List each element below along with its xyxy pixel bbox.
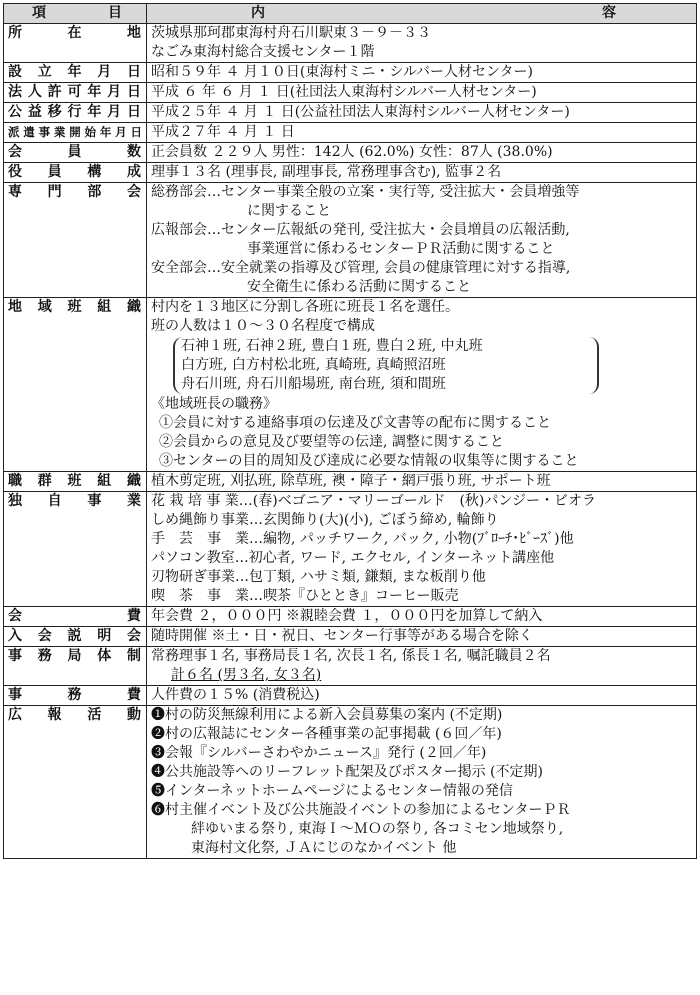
row-pr [4,706,697,859]
row-label: 設立年月日 [4,63,147,83]
row-own-business [4,492,697,607]
committee-line: 事業運営に係わるセンターＰＲ活動に関すること [247,241,555,257]
committee-line: 広報部会…センター広報紙の発刊, 受注拡大・会員増員の広報活動, [151,222,570,238]
row-corp-permit [4,83,697,103]
business-line: 手 芸 事 業…編物, パッチワーク, バック, 小物(ﾌﾞﾛｰﾁ･ﾋﾞｰｽﾞ)他 [151,531,574,547]
header-item-char-1: 項 [32,5,46,21]
row-label: 独自事業 [4,492,147,607]
row-value: 正会員数 ２２９人 男性：142人 (62.0%) 女性：87人 (38.0%) [147,143,697,163]
row-value: 年会費 ２，０００円 ※親睦会費 １，０００円を加算して納入 [147,607,697,627]
business-line: パソコン教室…初心者, ワード, エクセル, インターネット講座他 [151,550,555,566]
row-value: 平成 ６ 年 ６ 月 １ 日(社団法人東海村シルバー人材センター) [147,83,697,103]
business-line: しめ縄飾り事業…玄関飾り(大)(小), ごぼう締め, 輪飾り [151,512,499,528]
header-item [4,4,147,24]
row-value: 平成２７年 ４ 月 １ 日 [147,123,697,143]
committee-line: 安全部会…安全就業の指導及び管理, 会員の健康管理に対する指導, [151,260,571,276]
pr-item-sub: 絆ゆいまる祭り, 東海Ｉ～ＭＯの祭り, 各コミセン地域祭り, [191,821,564,837]
row-value: 平成２５年 ４ 月 １ 日(公益社団法人東海村シルバー人材センター) [147,103,697,123]
business-line: 花 栽 培 事 業…(春)ベゴニア・マリーゴールド (秋)パンジー・ビオラ [151,493,597,509]
row-committees [4,183,697,298]
row-value: 理事１３名 (理事長, 副理事長, 常務理事含む), 監事２名 [147,163,697,183]
row-label: 事務局体制 [4,647,147,686]
row-fee [4,607,697,627]
organization-info-table [3,3,697,859]
business-line: 喫 茶 事 業…喫茶『ひととき』コーヒー販売 [151,588,459,604]
district-duty: ①会員に対する連絡事項の伝達及び文書等の配布に関すること [159,415,551,431]
row-value: 植木剪定班, 刈払班, 除草班, 襖・障子・網戸張り班, サポート班 [147,472,697,492]
district-duties-title: 《地域班長の職務》 [151,396,277,412]
table-header-row [4,4,697,24]
header-item-char-2: 目 [108,5,122,21]
row-label: 専門部会 [4,183,147,298]
district-duty: ②会員からの意見及び要望等の伝達, 調整に関すること [159,434,504,450]
pr-item: ❶村の防災無線利用による新入会員募集の案内 (不定期) [151,707,503,723]
row-label: 法人許可年月日 [4,83,147,103]
district-group-bracket [173,337,599,394]
district-duty: ③センターの目的周知及び達成に必要な情報の収集等に関すること [159,453,579,469]
district-group-line: 白方班, 白方村松北班, 真崎班, 真崎照沼班 [181,357,446,373]
row-label: 会費 [4,607,147,627]
row-value: 随時開催 ※土・日・祝日、センター行事等がある場合を除く [147,627,697,647]
row-officers [4,163,697,183]
row-label: 職群班組織 [4,472,147,492]
committee-line: 安全衛生に係わる活動に関すること [247,279,471,295]
pr-item: ❸会報『シルバーさわやかニュース』発行 (２回／年) [151,745,487,761]
pr-item: ❷村の広報誌にセンター各種事業の記事掲載 (６回／年) [151,726,502,742]
row-label: 地域班組織 [4,298,147,472]
row-label: 会員数 [4,143,147,163]
district-intro: 村内を１３地区に分割し各班に班長１名を選任。 [151,299,459,315]
address-line-1: 茨城県那珂郡東海村舟石川駅東３－９－３３ [151,25,431,41]
committee-line: に関すること [247,203,331,219]
pr-item-sub: 東海村文化祭, ＪＡにじのなかイベント 他 [191,840,457,856]
row-value [147,647,697,686]
row-label: 公益移行年月日 [4,103,147,123]
row-label: 派遣事業開始年月日 [4,123,147,143]
row-value [147,24,697,63]
business-line: 刃物研ぎ事業…包丁類, ハサミ類, 鎌類, まな板削り他 [151,569,486,585]
row-label: 事務費 [4,686,147,706]
row-district [4,298,697,472]
header-content-char-1: 内 [251,5,265,21]
office-total: 計６名 (男３名, 女３名) [171,667,322,683]
row-value [147,298,697,472]
office-line: 常務理事１名, 事務局長１名, 次長１名, 係長１名, 嘱託職員２名 [151,648,551,664]
pr-item: ❺インターネットホームページによるセンター情報の発信 [151,783,513,799]
pr-item: ❹公共施設等へのリーフレット配架及びポスター掲示 (不定期) [151,764,543,780]
row-value: 人件費の１５% (消費税込) [147,686,697,706]
row-founded [4,63,697,83]
row-label: 広報活動 [4,706,147,859]
row-job-groups [4,472,697,492]
row-briefing [4,627,697,647]
row-label: 所在地 [4,24,147,63]
row-value [147,183,697,298]
row-value [147,492,697,607]
row-value [147,706,697,859]
header-content-char-2: 容 [602,5,616,21]
row-label: 入会説明会 [4,627,147,647]
pr-item: ❻村主催イベント及び公共施設イベントの参加によるセンターＰＲ [151,802,571,818]
row-expenses [4,686,697,706]
address-line-2: なごみ東海村総合支援センター１階 [151,44,375,60]
row-public-transfer [4,103,697,123]
row-dispatch-start [4,123,697,143]
district-group-line: 石神１班, 石神２班, 豊白１班, 豊白２班, 中丸班 [181,338,483,354]
header-content [147,4,697,24]
district-intro: 班の人数は１０～３０名程度で構成 [151,318,375,334]
row-members [4,143,697,163]
row-office [4,647,697,686]
committee-line: 総務部会…センター事業全般の立案・実行等, 受注拡大・会員増強等 [151,184,580,200]
row-label: 役員構成 [4,163,147,183]
row-location [4,24,697,63]
row-value: 昭和５９年 ４ 月１０日(東海村ミニ・シルバー人材センター) [147,63,697,83]
district-group-line: 舟石川班, 舟石川船場班, 南台班, 須和間班 [181,376,446,392]
